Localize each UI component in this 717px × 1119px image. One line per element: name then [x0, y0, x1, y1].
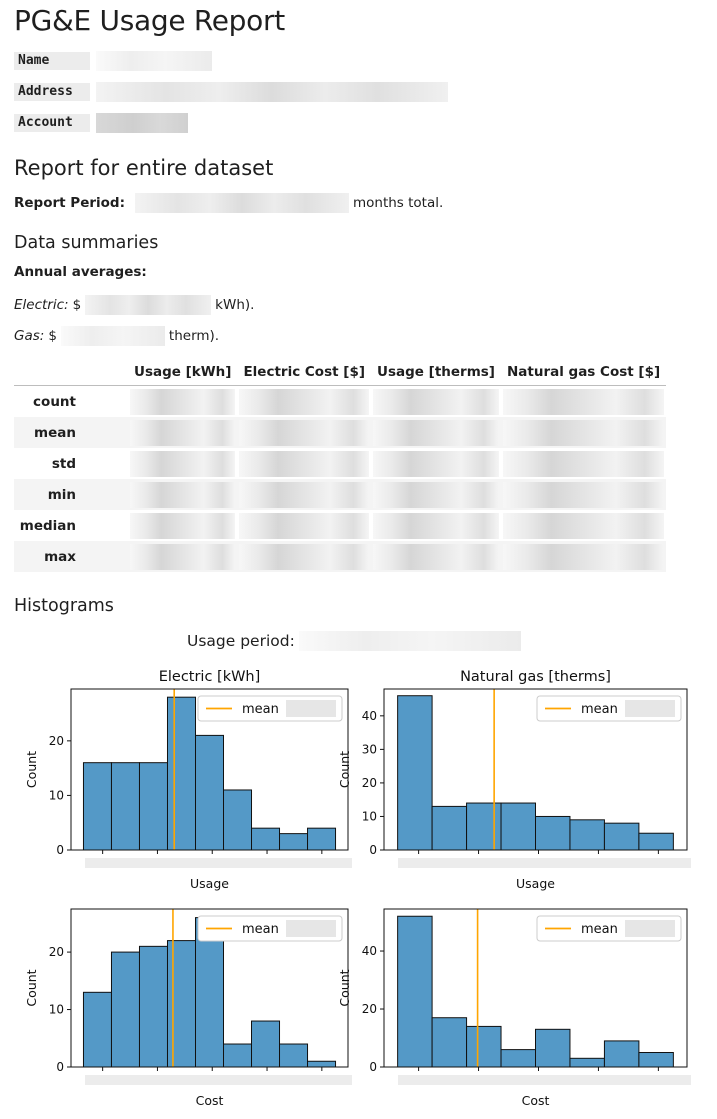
page-title: PG&E Usage Report: [14, 4, 285, 37]
legend-label: mean: [242, 922, 279, 937]
redacted-cell: [239, 389, 369, 415]
redacted-cell: [239, 544, 369, 570]
report-period-suffix: months total.: [352, 195, 444, 211]
name-row: [14, 50, 212, 71]
table-row: [14, 448, 666, 479]
annual-averages-line: [14, 264, 147, 280]
gas-average-prefix: $: [48, 328, 57, 344]
redacted-cell: [503, 389, 664, 415]
row-label: max: [44, 548, 76, 565]
legend: [537, 916, 681, 941]
legend-value-redacted: [625, 700, 675, 717]
y-tick-label: 10: [48, 1002, 64, 1017]
x-axis-label: Usage: [516, 876, 555, 891]
legend-value-redacted: [625, 920, 675, 937]
summary-table: [14, 358, 666, 572]
y-tick-label: 10: [48, 788, 64, 803]
histogram-bar: [467, 1026, 501, 1067]
annual-averages-label: Annual averages:: [14, 264, 147, 280]
redacted-cell: [130, 451, 235, 477]
name-redacted: [96, 51, 212, 71]
histogram-bar: [639, 833, 673, 850]
redacted-cell: [130, 420, 235, 446]
row-label: median: [19, 517, 76, 534]
histogram-bar: [252, 828, 280, 850]
histogram-bar: [167, 697, 195, 850]
histogram-bar: [167, 941, 195, 1067]
histogram-bar: [536, 1029, 570, 1067]
y-axis-label: Count: [24, 969, 39, 1007]
summary-table-header: [14, 358, 666, 386]
histogram-bar: [224, 790, 252, 850]
histogram-bar: [139, 763, 167, 850]
table-row: [14, 479, 666, 510]
histogram-panel-4: [337, 909, 691, 1108]
y-tick-label: 40: [361, 944, 377, 959]
electric-average-label: Electric:: [14, 297, 69, 313]
redacted-cell: [373, 482, 499, 508]
redacted-cell: [373, 420, 499, 446]
row-label: count: [33, 393, 76, 410]
y-tick-label: 20: [361, 775, 377, 790]
histogram-bar: [432, 806, 466, 850]
usage-period-label: Usage period:: [187, 632, 295, 650]
legend-label: mean: [242, 702, 279, 717]
y-tick-label: 0: [56, 1060, 64, 1074]
gas-average-label: Gas:: [14, 328, 45, 344]
histogram-bar: [467, 803, 501, 850]
histogram-bar: [83, 763, 111, 850]
redacted-cell: [239, 420, 369, 446]
report-period-label: Report Period:: [14, 195, 125, 211]
row-label: std: [51, 455, 76, 472]
x-axis-label: Cost: [195, 1093, 224, 1108]
y-tick-label: 0: [369, 1060, 377, 1074]
redacted-cell: [130, 544, 235, 570]
table-row: [14, 510, 666, 541]
histogram-bar: [252, 1021, 280, 1067]
histogram-bar: [224, 1044, 252, 1067]
account-label: Account: [14, 114, 90, 132]
gas-average-line: [14, 326, 219, 346]
x-axis-label: Usage: [190, 876, 229, 891]
column-header: Electric Cost [$]: [243, 363, 366, 380]
redacted-cell: [130, 482, 235, 508]
name-label: Name: [14, 52, 90, 70]
account-redacted: [96, 113, 188, 133]
redacted-cell: [373, 544, 499, 570]
histogram-bar: [570, 1058, 604, 1067]
redacted-cell: [373, 451, 499, 477]
redacted-cell: [373, 513, 499, 539]
histogram-bar: [139, 946, 167, 1067]
redacted-cell: [503, 513, 664, 539]
summary-table-body: [14, 386, 666, 573]
histogram-bar: [308, 1061, 336, 1067]
electric-average-line: [14, 295, 254, 315]
redacted-cell: [130, 513, 235, 539]
redacted-cell: [239, 482, 369, 508]
x-tick-labels-redacted: [85, 1075, 352, 1085]
legend-label: mean: [581, 702, 618, 717]
histogram-figure: [0, 659, 717, 1119]
address-redacted: [96, 82, 448, 102]
histogram-bar: [195, 735, 223, 850]
x-tick-labels-redacted: [398, 1075, 691, 1085]
table-row: [14, 386, 666, 418]
account-row: [14, 112, 188, 133]
chart-title: Electric [kWh]: [158, 669, 261, 685]
y-axis-label: Count: [337, 750, 352, 789]
y-tick-label: 20: [361, 1002, 377, 1017]
histograms-heading: Histograms: [14, 596, 114, 616]
gas-average-suffix: therm).: [168, 328, 220, 344]
redacted-cell: [130, 389, 235, 415]
gas-average-redacted: [61, 326, 165, 346]
redacted-cell: [503, 482, 664, 508]
histogram-bar: [280, 1044, 308, 1067]
histogram-bar: [639, 1053, 673, 1067]
redacted-cell: [239, 451, 369, 477]
histogram-panel-3: [24, 909, 352, 1108]
histogram-bar: [280, 834, 308, 850]
y-tick-label: 20: [48, 733, 64, 748]
table-row: [14, 417, 666, 448]
y-tick-label: 10: [361, 809, 377, 824]
histogram-bar: [536, 816, 570, 850]
redacted-cell: [503, 544, 664, 570]
electric-average-redacted: [85, 295, 211, 315]
summary-table-corner: [14, 358, 128, 386]
y-tick-label: 20: [48, 945, 64, 960]
histogram-bar: [570, 820, 604, 850]
histogram-bar: [398, 696, 432, 850]
chart-title: Natural gas [therms]: [460, 669, 611, 685]
address-row: [14, 81, 448, 102]
x-axis-label: Cost: [521, 1093, 550, 1108]
y-tick-label: 0: [56, 843, 64, 857]
redacted-cell: [503, 420, 664, 446]
redacted-cell: [373, 389, 499, 415]
histogram-bar: [501, 1050, 535, 1067]
column-header: Usage [therms]: [377, 363, 495, 380]
histogram-bar: [604, 1041, 638, 1067]
electric-average-suffix: kWh).: [215, 297, 255, 313]
histogram-bar: [308, 828, 336, 850]
legend-value-redacted: [286, 920, 336, 937]
row-label: min: [47, 486, 76, 503]
address-label: Address: [14, 83, 90, 101]
y-tick-label: 0: [369, 843, 377, 857]
y-tick-label: 30: [361, 742, 377, 757]
legend-value-redacted: [286, 700, 336, 717]
row-label: mean: [34, 424, 76, 441]
legend: [198, 916, 342, 941]
y-axis-label: Count: [337, 969, 352, 1007]
histogram-bar: [432, 1018, 466, 1067]
x-tick-labels-redacted: [398, 858, 691, 868]
histogram-panel-2: [337, 669, 691, 891]
legend: [537, 696, 681, 721]
histogram-panel-1: [24, 669, 352, 891]
electric-average-prefix: $: [72, 297, 82, 313]
histogram-bar: [398, 916, 432, 1067]
x-tick-labels-redacted: [85, 858, 352, 868]
column-header: Usage [kWh]: [134, 363, 232, 380]
y-tick-label: 40: [361, 708, 377, 723]
column-header: Natural gas Cost [$]: [506, 363, 661, 380]
report-heading: Report for entire dataset: [14, 156, 274, 180]
redacted-cell: [503, 451, 664, 477]
legend-label: mean: [581, 922, 618, 937]
usage-period-line: [187, 631, 521, 651]
histogram-bar: [111, 763, 139, 850]
report-period-redacted: [135, 193, 349, 213]
legend: [198, 696, 342, 721]
report-period-line: [14, 193, 443, 213]
histogram-bar: [501, 803, 535, 850]
usage-period-redacted: [299, 631, 521, 651]
histogram-bar: [111, 952, 139, 1067]
redacted-cell: [239, 513, 369, 539]
y-axis-label: Count: [24, 750, 39, 789]
histogram-bar: [83, 992, 111, 1067]
histogram-bar: [604, 823, 638, 850]
summaries-heading: Data summaries: [14, 233, 159, 253]
table-row: [14, 541, 666, 572]
